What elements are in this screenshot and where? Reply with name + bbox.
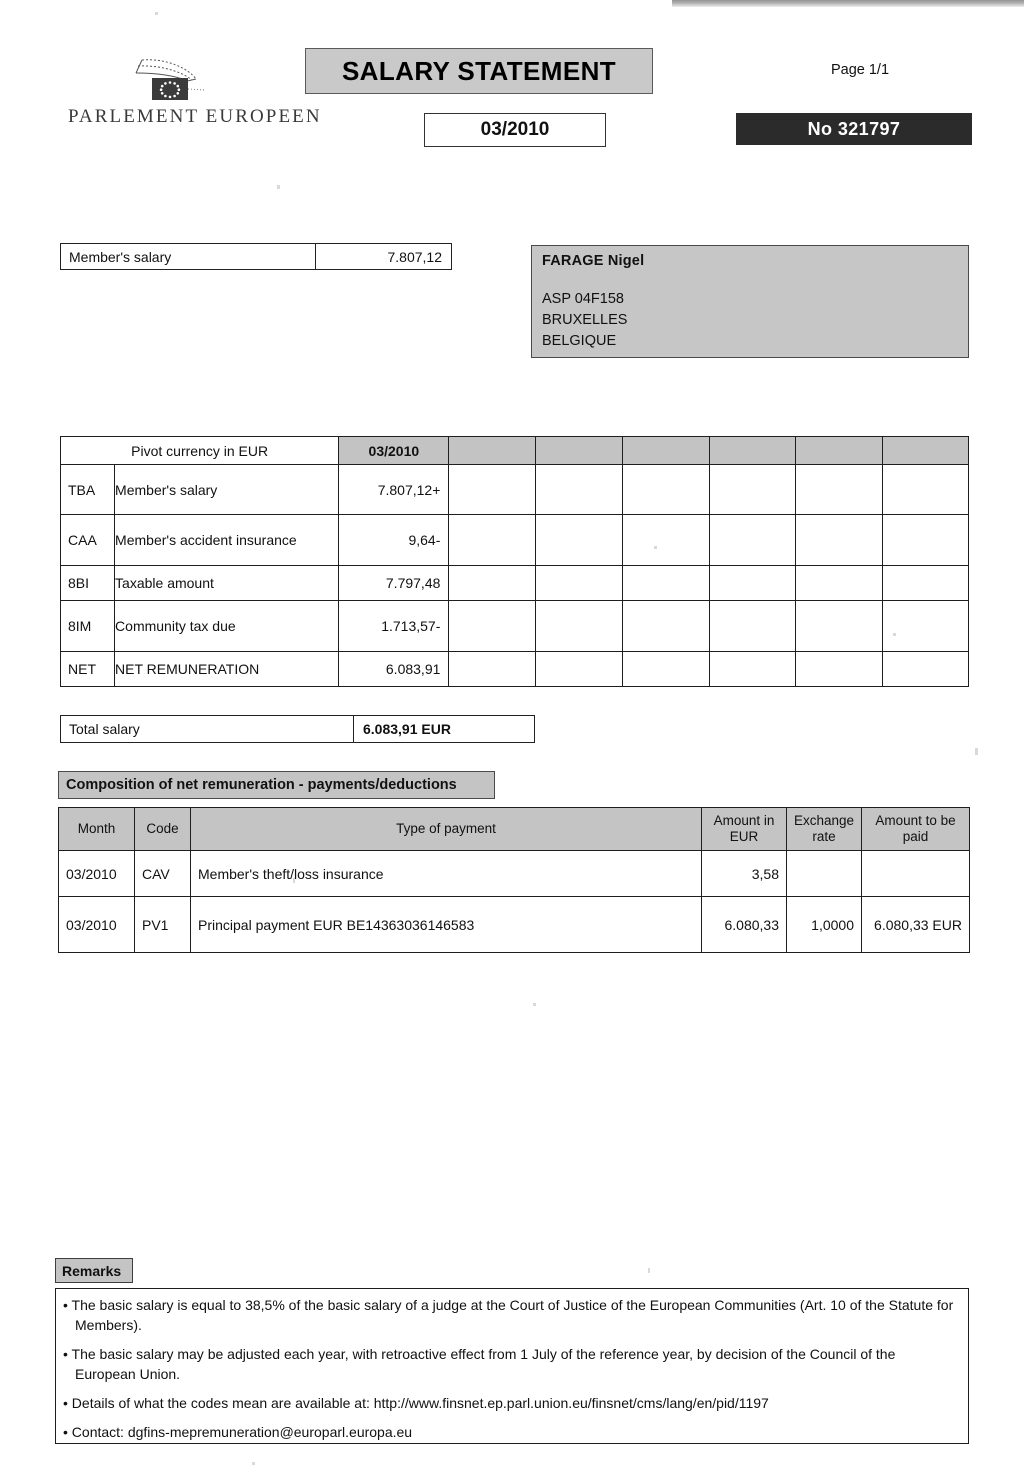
row-amount: 1.713,57- [339, 601, 449, 652]
empty-column-header [622, 437, 709, 465]
address-line-1: ASP 04F158 [542, 291, 624, 307]
empty-cell [536, 652, 622, 687]
scan-speck [533, 1003, 536, 1006]
pivot-currency-header: Pivot currency in EUR [61, 437, 339, 465]
cell-exchange-rate [787, 851, 862, 897]
column-header-amount-eur: Amount in EUR [702, 808, 787, 851]
cell-exchange-rate: 1,0000 [787, 897, 862, 953]
remark-item: • Details of what the codes mean are available at: http://www.finsnet.ep.parl.union.eu/finsnet/cms/lang/en/pid/1197 [63, 1395, 769, 1411]
salary-table-header-row [61, 437, 969, 465]
row-amount: 7.797,48 [339, 566, 449, 601]
row-amount: 7.807,12+ [339, 465, 449, 515]
empty-cell [709, 465, 795, 515]
empty-cell [795, 465, 882, 515]
empty-cell [449, 652, 536, 687]
empty-cell [882, 515, 968, 566]
total-salary-label: Total salary [69, 721, 140, 737]
scan-speck [277, 185, 280, 189]
table-row [61, 515, 969, 566]
empty-cell [795, 652, 882, 687]
row-amount: 9,64- [339, 515, 449, 566]
empty-cell [449, 566, 536, 601]
scan-speck [252, 1462, 255, 1465]
empty-cell [536, 465, 622, 515]
table-row [61, 465, 969, 515]
row-code: CAA [61, 515, 115, 566]
row-code: 8IM [61, 601, 115, 652]
empty-cell [622, 515, 709, 566]
remark-item: • Contact: dgfins-mepremuneration@europarl.europa.eu [63, 1424, 413, 1440]
empty-column-header [536, 437, 622, 465]
member-name: FARAGE Nigel [542, 253, 645, 269]
empty-cell [622, 465, 709, 515]
document-header [0, 0, 1024, 175]
table-row [61, 601, 969, 652]
empty-column-header [449, 437, 536, 465]
empty-cell [795, 601, 882, 652]
remarks-label: Remarks [55, 1258, 133, 1283]
cell-type: Member's theft/loss insurance [191, 851, 702, 897]
table-row [61, 652, 969, 687]
composition-header-row [59, 808, 970, 851]
table-row [59, 897, 970, 953]
empty-cell [709, 652, 795, 687]
column-header-exchange-rate: Exchange rate [787, 808, 862, 851]
member-salary-summary [60, 243, 452, 270]
empty-cell [536, 515, 622, 566]
remark-item: • The basic salary may be adjusted each year, with retroactive effect from 1 July of the reference year, by decision of the Council of the European Union. [63, 1346, 896, 1382]
empty-column-header [709, 437, 795, 465]
empty-cell [709, 601, 795, 652]
cell-amount-paid [862, 851, 970, 897]
address-line-3: BELGIQUE [542, 333, 617, 349]
member-address-block [531, 245, 969, 358]
empty-column-header [882, 437, 968, 465]
remarks-box [55, 1288, 969, 1444]
empty-cell [882, 652, 968, 687]
row-code: NET [61, 652, 115, 687]
cell-type: Principal payment EUR BE14363036146583 [191, 897, 702, 953]
european-parliament-emblem-icon [68, 52, 298, 104]
column-header-code: Code [135, 808, 191, 851]
cell-month: 03/2010 [59, 897, 135, 953]
member-salary-value: 7.807,12 [315, 244, 451, 269]
empty-cell [622, 566, 709, 601]
row-description: Member's salary [115, 465, 339, 515]
row-description: Community tax due [115, 601, 339, 652]
total-salary-box [60, 715, 535, 743]
column-header-month: Month [59, 808, 135, 851]
cell-code: PV1 [135, 897, 191, 953]
row-description: Taxable amount [115, 566, 339, 601]
column-header-type: Type of payment [191, 808, 702, 851]
row-description: Member's accident insurance [115, 515, 339, 566]
row-code: 8BI [61, 566, 115, 601]
empty-cell [795, 515, 882, 566]
empty-cell [882, 465, 968, 515]
remark-item: • The basic salary is equal to 38,5% of the basic salary of a judge at the Court of Justice of the European Communities (Art. 10 of the Statute for Members). [63, 1297, 954, 1333]
table-row [59, 851, 970, 897]
empty-cell [449, 515, 536, 566]
address-line-2: BRUXELLES [542, 312, 628, 328]
empty-cell [536, 601, 622, 652]
empty-cell [882, 601, 968, 652]
empty-cell [795, 566, 882, 601]
period-value: 03/2010 [480, 119, 550, 140]
empty-cell [449, 465, 536, 515]
row-amount: 6.083,91 [339, 652, 449, 687]
page-number: Page 1/1 [830, 62, 890, 78]
column-header-amount-paid: Amount to be paid [862, 808, 970, 851]
document-number-value: No 321797 [807, 118, 901, 139]
empty-cell [449, 601, 536, 652]
table-row [61, 566, 969, 601]
period-box [424, 113, 606, 147]
cell-code: CAV [135, 851, 191, 897]
empty-column-header [795, 437, 882, 465]
scan-speck [648, 1268, 650, 1273]
composition-table [58, 807, 970, 953]
empty-cell [709, 566, 795, 601]
document-title-banner [305, 48, 653, 94]
cell-amount-eur: 6.080,33 [702, 897, 787, 953]
total-salary-value: 6.083,91 EUR [353, 716, 534, 742]
empty-cell [709, 515, 795, 566]
row-code: TBA [61, 465, 115, 515]
page-title: SALARY STATEMENT [341, 55, 617, 86]
european-parliament-logo [68, 52, 322, 142]
empty-cell [622, 652, 709, 687]
empty-cell [882, 566, 968, 601]
row-description: NET REMUNERATION [115, 652, 339, 687]
salary-breakdown-table [60, 436, 969, 687]
logo-caption: PARLEMENT EUROPEEN [68, 106, 322, 127]
empty-cell [536, 566, 622, 601]
document-number-badge [736, 113, 972, 145]
empty-cell [622, 601, 709, 652]
composition-section-title: Composition of net remuneration - payments/deductions [58, 771, 495, 799]
cell-amount-eur: 3,58 [702, 851, 787, 897]
cell-amount-paid: 6.080,33 EUR [862, 897, 970, 953]
member-salary-label: Member's salary [69, 248, 172, 265]
period-column-header: 03/2010 [339, 437, 449, 465]
scan-speck [975, 748, 978, 755]
cell-month: 03/2010 [59, 851, 135, 897]
